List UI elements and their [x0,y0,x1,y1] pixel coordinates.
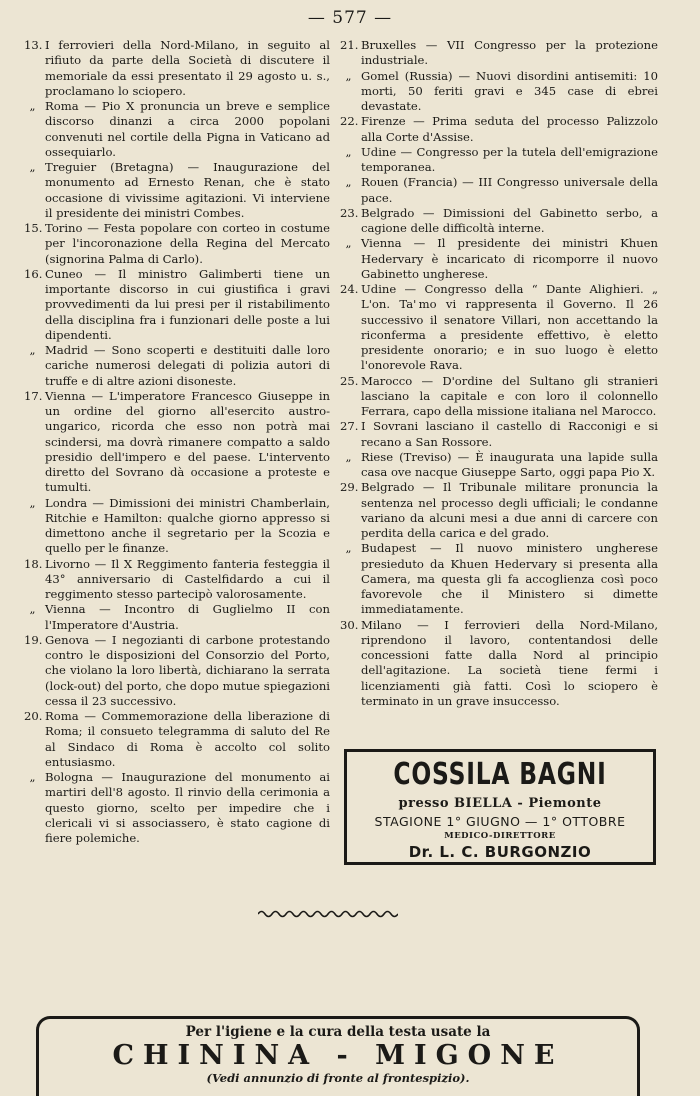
entry-text: Bruxelles — VII Congresso per la protezione industriale. [361,38,658,68]
entry-text: Belgrado — Il Tribunale militare pronuncia la sentenza nel processo degli ufficiali; le condanne variano da alcuni mesi a due anni di carcere con perdita della carica e del grado. [361,480,658,540]
chronicle-entry [24,496,330,557]
chronicle-entry [340,175,658,206]
entry-day: 21. [340,38,359,52]
chronicle-entry [24,602,330,633]
chronicle-entry [340,450,658,481]
entry-day: „ [345,175,352,190]
ad-location: presso BIELLA - Piemonte [398,796,602,811]
entry-day: 22. [340,114,359,129]
entry-day: 18. [24,556,43,571]
entry-text: Roma — Pio X pronuncia un breve e semplice discorso dinanzi a circa 2000 popolani convenuti nel cortile della Pigna in Vaticano ad ossequiarlo. [45,99,330,159]
chronicle-entry [24,99,330,160]
entry-text: Vienna — Il presidente dei ministri Khuen Hedervary è incaricato di ricomporre il nuovo Gabinetto ungherese. [361,236,658,281]
chronicle-entry [24,267,330,343]
entry-day: 30. [340,617,359,632]
chronicle-entry [340,206,658,237]
chronicle-entry [340,374,658,420]
chronicle-entry [24,38,330,99]
entry-text: I ferrovieri della Nord-Milano, in seguito al rifiuto da parte della Società di discutere il memoriale da essi presentato il 29 agosto u. s., proclamano lo sciopero. [45,38,330,98]
entry-text: Milano — I ferrovieri della Nord-Milano, riprendono il lavoro, contentandosi delle concessioni fatte dalla Nord al principio dell'agitazione. La società tiene fermi i licenziamenti già fatti. Così lo sciopero è terminato in un grave insuccesso. [361,617,658,708]
page-number: — 577 — [307,8,393,28]
chronicle-entry [24,633,330,709]
ad-note: (Vedi annunzio di fronte al frontespizio). [206,1071,470,1085]
chronicle-entry [24,389,330,496]
entry-text: Torino — Festa popolare con corteo in costume per l'incoronazione della Regina del Mercato (signorina Palma di Carlo). [45,221,330,266]
chronicle-entry [340,480,658,541]
chronicle-entry [24,770,330,846]
chronicle-entry [24,343,330,389]
entry-day: „ [29,495,36,510]
entry-text: Treguier (Bretagna) — Inaugurazione del monumento ad Ernesto Renan, che è stato occasione di vivissime agitazioni. Vi interviene il presidente dei ministri Combes. [45,160,330,220]
entry-day: 25. [340,373,359,388]
chronicle-entry [340,419,658,450]
entry-day: 17. [24,388,43,403]
entry-day: 20. [24,709,43,723]
entry-text: Londra — Dimissioni dei ministri Chamberlain, Ritchie e Hamilton: qualche giorno appresso si dimettono anche il segretario per la Scozia e quello per le finanze. [45,495,330,556]
ad-role: MEDICO-DIRETTORE [444,831,556,841]
entry-day: „ [345,68,352,83]
entry-day: „ [29,99,36,113]
ad-brand: COSSILA BAGNI [393,757,607,792]
chronicle-entry [340,618,658,710]
chronicle-entry [340,38,658,69]
entry-day: 23. [340,205,359,220]
entry-day: „ [29,602,36,617]
entry-text: Cuneo — Il ministro Galimberti tiene un importante discorso in cui giustifica i gravi provvedimenti da lui presi per il ristabilimento della disciplina fra i funzionari delle poste a lui dipendenti. [45,266,330,342]
entry-text: Udine — Congresso della “ Dante Alighieri. „ L'on. Ta' mo vi rappresenta il Governo. Il 26 successivo il senatore Villari, non accettando la riconferma a presidente effettivo, è eletto presidente onorario; e in suo luogo è eletto l'onorevole Rava. [361,282,658,373]
chronicle-entry [340,114,658,145]
entry-day: 27. [340,419,359,434]
entry-text: Roma — Commemorazione della liberazione di Roma; il consueto telegramma di saluto del Re al Sindaco di Roma è accolto col solito entusiasmo. [45,709,330,769]
entry-text: Riese (Treviso) — È inaugurata una lapide sulla casa ove nacque Giuseppe Sarto, oggi papa Pio X. [361,449,658,479]
entry-day: „ [345,236,352,251]
ad-doctor: Dr. L. C. BURGONZIO [408,843,592,861]
chronicle-entry [340,69,658,115]
entry-day: „ [345,449,352,464]
entry-text: Belgrado — Dimissioni del Gabinetto serbo, a cagione delle difficoltà interne. [361,205,658,235]
chronicle-entry [340,282,658,374]
entry-text: Livorno — Il X Reggimento fanteria festeggia il 43° anniversario di Castelfidardo a cui il reggimento stesso partecipò valorosamente. [45,556,330,601]
chronicle-entry [24,709,330,770]
entry-text: Gomel (Russia) — Nuovi disordini antisemiti: 10 morti, 50 feriti gravi e 345 case di ebrei devastate. [361,68,658,113]
entry-day: „ [345,144,352,159]
right-column [340,38,658,709]
entry-day: 24. [340,282,359,296]
cossila-bagni-ad [344,749,656,865]
entry-text: Vienna — Incontro di Guglielmo II con l'Imperatore d'Austria. [45,602,330,632]
entry-text: Vienna — L'imperatore Francesco Giuseppe in un ordine del giorno all'esercito austro-ungarico, ricorda che esso non potrà mai scindersi, ma dovrà rimanere compatto a saldo presidio dell'impero e del paese. L'intervento diretto del Sovrano dà occasione a proteste e tumulti. [45,388,330,495]
entry-text: Bologna — Inaugurazione del monumento ai martiri dell'8 agosto. Il rinvio della cerimonia a questo giorno, scelto per impedire che i clericali vi si associassero, è stato cagione di fiere polemiche. [45,770,330,845]
entry-day: „ [29,770,36,784]
entry-day: 15. [24,221,43,235]
entry-text: Marocco — D'ordine del Sultano gli stranieri lasciano la capitale e con loro il colonnello Ferrara, capo della missione italiana nel Marocco. [361,373,658,418]
entry-text: Madrid — Sono scoperti e destituiti dalle loro cariche numerosi delegati di polizia autori di truffe e di altre azioni disoneste. [45,343,330,388]
chronicle-entry [340,145,658,176]
entry-day: 13. [24,38,43,52]
entry-text: Firenze — Prima seduta del processo Palizzolo alla Corte d'Assise. [361,114,658,144]
entry-text: Rouen (Francia) — III Congresso universale della pace. [361,175,658,205]
entry-day: „ [29,343,36,357]
chronicle-entry [340,236,658,282]
entry-day: 19. [24,632,43,647]
entry-day: „ [345,541,352,556]
entry-day: 16. [24,266,43,281]
entry-day: „ [29,160,36,174]
ad-intro: Per l'igiene e la cura della testa usate la [185,1024,491,1040]
ad-season: STAGIONE 1° GIUGNO — 1° OTTOBRE [374,814,626,829]
chronicle-entry [24,557,330,603]
entry-text: I Sovrani lasciano il castello di Racconigi e si recano a San Rossore. [361,419,658,449]
chronicle-entry [24,160,330,221]
chinina-migone-ad [36,1016,640,1096]
entry-text: Budapest — Il nuovo ministero ungherese presieduto da Khuen Hedervary si presenta alla Camera, ma questa gli fa accoglienza così poco favorevole che il Ministero si dimette immediatamente. [361,541,658,617]
ad-brand: CHININA - MIGONE [112,1040,564,1071]
chronicle-entry [24,221,330,267]
left-column [24,38,330,846]
entry-text: Genova — I negozianti di carbone protestando contro le disposizioni del Consorzio del Porto, che violano la loro libertà, dichiarano la serrata (lock-out) del porto, che dopo mutue spiegazioni cessa il 23 successivo. [45,632,330,708]
entry-day: 29. [340,480,359,495]
wave-divider-icon [258,908,398,920]
entry-text: Udine — Congresso per la tutela dell'emigrazione temporanea. [361,144,658,174]
chronicle-entry [340,541,658,617]
